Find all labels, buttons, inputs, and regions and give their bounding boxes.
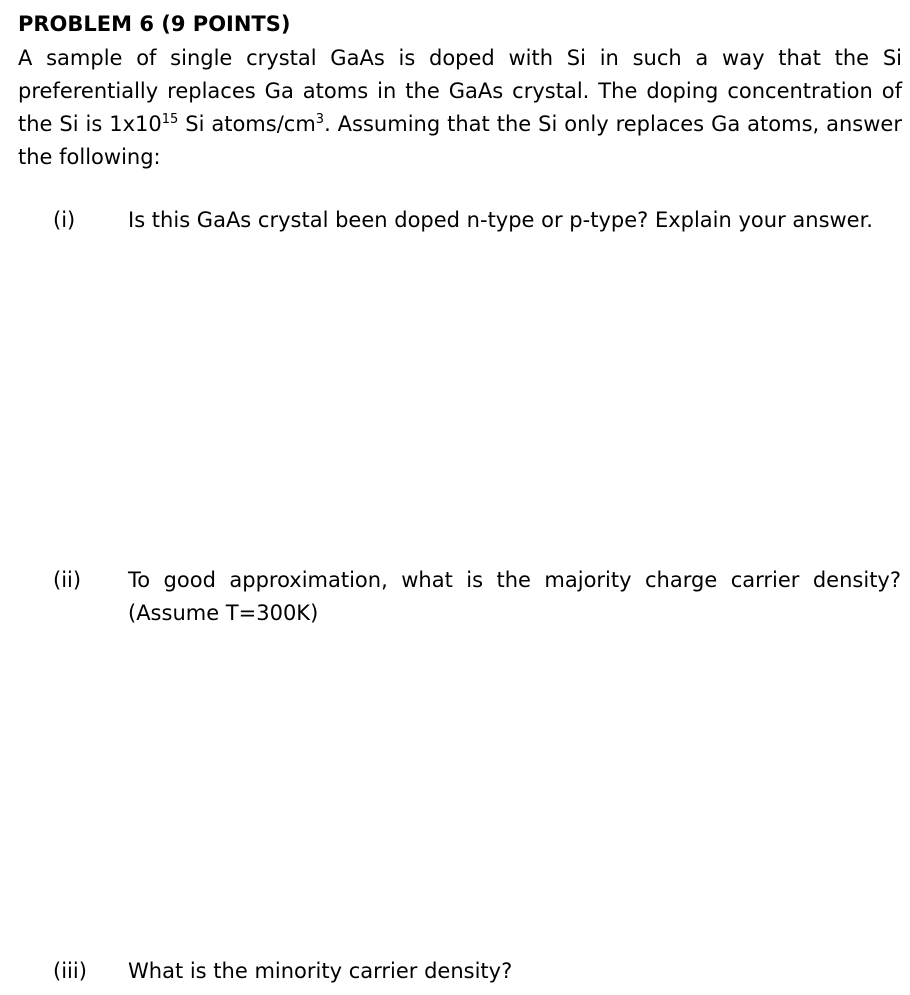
question-number: (ii) — [53, 568, 82, 592]
doping-exponent: 15 — [161, 112, 179, 127]
question-text: To good approximation, what is the majority charge carrier density? (Assume T=300K) — [128, 568, 901, 625]
question-text: Is this GaAs crystal been doped n-type or p-type? Explain your answer. — [128, 208, 873, 232]
question-number: (i) — [53, 208, 76, 232]
question-text: What is the minority carrier density? — [128, 959, 513, 983]
problem-statement — [18, 42, 902, 174]
question-number: (iii) — [53, 959, 87, 983]
problem-title: PROBLEM 6 (9 POINTS) — [18, 12, 291, 36]
statement-text-part2: Si atoms/cm — [178, 112, 316, 136]
statement-text-part3: . Assuming that the Si only replaces Ga atoms, answer the following: — [18, 112, 902, 169]
unit-exponent: 3 — [315, 112, 325, 127]
statement-text-part1: A sample of single crystal GaAs is doped with Si in such a way that the Si preferentially replaces Ga atoms in the GaAs crystal. The doping concentration of the Si is 1x10 — [18, 46, 902, 136]
